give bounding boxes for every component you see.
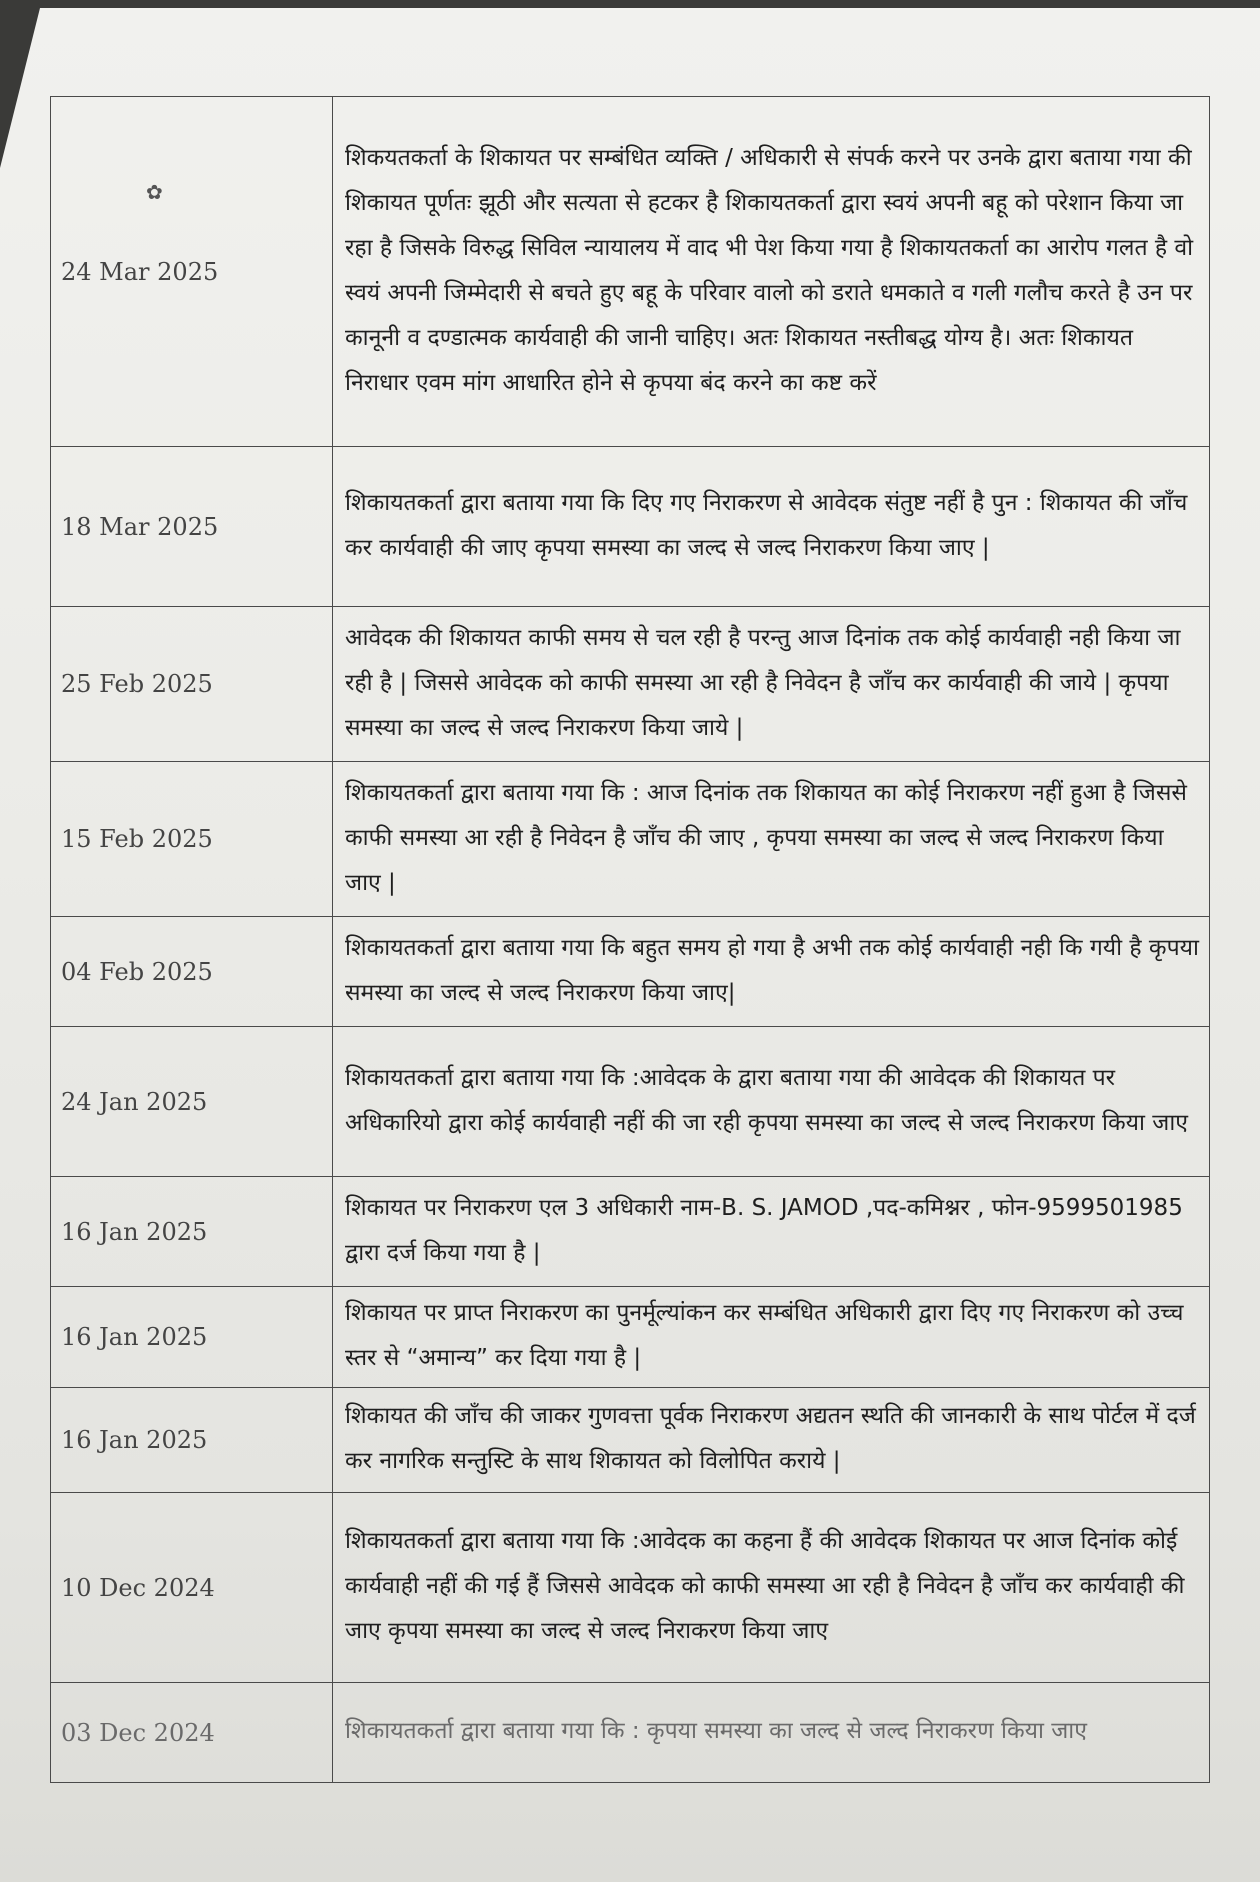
row-date: 04 Feb 2025: [51, 917, 333, 1027]
table-row: [51, 97, 1210, 447]
row-date: 15 Feb 2025: [51, 762, 333, 917]
table-row: [51, 1177, 1210, 1287]
table-row: [51, 1287, 1210, 1388]
row-remark: शिकायतकर्ता द्वारा बताया गया कि :आवेदक के द्वारा बताया गया की आवेदक की शिकायत पर अधिकारियो द्वारा कोई कार्यवाही नहीं की जा रही कृपया समस्या का जल्द से जल्द निराकरण किया जाए: [333, 1027, 1210, 1177]
pen-mark: ✿: [146, 180, 163, 204]
row-date: 24 Mar 2025: [51, 97, 333, 447]
row-remark: आवेदक की शिकायत काफी समय से चल रही है परन्तु आज दिनांक तक कोई कार्यवाही नही किया जा रही है | जिससे आवेदक को काफी समस्या आ रही है निवेदन है जाँच कर कार्यवाही की जाये | कृपया समस्या का जल्द से जल्द निराकरण किया जाये |: [333, 607, 1210, 762]
table-row: [51, 1493, 1210, 1683]
row-remark: शिकायत की जाँच की जाकर गुणवत्ता पूर्वक निराकरण अद्यतन स्थति की जानकारी के साथ पोर्टल में दर्ज कर नागरिक सन्तुस्टि के साथ शिकायत को विलोपित कराये |: [333, 1388, 1210, 1493]
row-remark: शिकायत पर प्राप्त निराकरण का पुनर्मूल्यांकन कर सम्बंधित अधिकारी द्वारा दिए गए निराकरण को उच्च स्तर से “अमान्य” कर दिया गया है |: [333, 1287, 1210, 1388]
table-row: [51, 1027, 1210, 1177]
row-date: 03 Dec 2024: [51, 1683, 333, 1783]
row-remark: शिकायतकर्ता द्वारा बताया गया कि :आवेदक का कहना हैं की आवेदक शिकायत पर आज दिनांक कोई कार्यवाही नहीं की गई हैं जिससे आवेदक को काफी समस्या आ रही है निवेदन है जाँच कर कार्यवाही की जाए कृपया समस्या का जल्द से जल्द निराकरण किया जाए: [333, 1493, 1210, 1683]
row-remark: शिकायतकर्ता द्वारा बताया गया कि बहुत समय हो गया है अभी तक कोई कार्यवाही नही कि गयी है कृपया समस्या का जल्द से जल्द निराकरण किया जाए|: [333, 917, 1210, 1027]
row-date: 24 Jan 2025: [51, 1027, 333, 1177]
table-row: [51, 447, 1210, 607]
row-date: 10 Dec 2024: [51, 1493, 333, 1683]
row-date: 25 Feb 2025: [51, 607, 333, 762]
row-date: 18 Mar 2025: [51, 447, 333, 607]
table-row: [51, 1683, 1210, 1783]
row-date: 16 Jan 2025: [51, 1177, 333, 1287]
complaint-history-table: [50, 96, 1210, 1783]
table-row: [51, 607, 1210, 762]
table-row: [51, 1388, 1210, 1493]
row-remark: शिकायतकर्ता द्वारा बताया गया कि : आज दिनांक तक शिकायत का कोई निराकरण नहीं हुआ है जिससे काफी समस्या आ रही है निवेदन है जाँच की जाए , कृपया समस्या का जल्द से जल्द निराकरण किया जाए |: [333, 762, 1210, 917]
table-row: [51, 762, 1210, 917]
table-row: [51, 917, 1210, 1027]
row-date: 16 Jan 2025: [51, 1388, 333, 1493]
row-remark: शिकयतकर्ता के शिकायत पर सम्बंधित व्यक्ति / अधिकारी से संपर्क करने पर उनके द्वारा बताया गया की शिकायत पूर्णतः झूठी और सत्यता से हटकर है शिकायतकर्ता द्वारा स्वयं अपनी बहू को परेशान किया जा रहा है जिसके विरुद्ध सिविल न्यायालय में वाद भी पेश किया गया है शिकायतकर्ता का आरोप गलत है वो स्वयं अपनी जिम्मेदारी से बचते हुए बहू के परिवार वालो को डराते धमकाते व गली गलौच करते है उन पर कानूनी व दण्डात्मक कार्यवाही की जानी चाहिए। अतः शिकायत नस्तीबद्ध योग्य है। अतः शिकायत निराधार एवम मांग आधारित होने से कृपया बंद करने का कष्ट करें: [333, 97, 1210, 447]
row-remark: शिकायतकर्ता द्वारा बताया गया कि दिए गए निराकरण से आवेदक संतुष्ट नहीं है पुन : शिकायत की जाँच कर कार्यवाही की जाए कृपया समस्या का जल्द से जल्द निराकरण किया जाए |: [333, 447, 1210, 607]
row-remark: शिकायतकर्ता द्वारा बताया गया कि : कृपया समस्या का जल्द से जल्द निराकरण किया जाए: [333, 1683, 1210, 1783]
paper-sheet: [0, 8, 1260, 1882]
corner-shadow: [0, 8, 40, 168]
row-date: 16 Jan 2025: [51, 1287, 333, 1388]
row-remark: शिकायत पर निराकरण एल 3 अधिकारी नाम-B. S. JAMOD ,पद-कमिश्नर , फोन-9599501985 द्वारा दर्ज किया गया है |: [333, 1177, 1210, 1287]
